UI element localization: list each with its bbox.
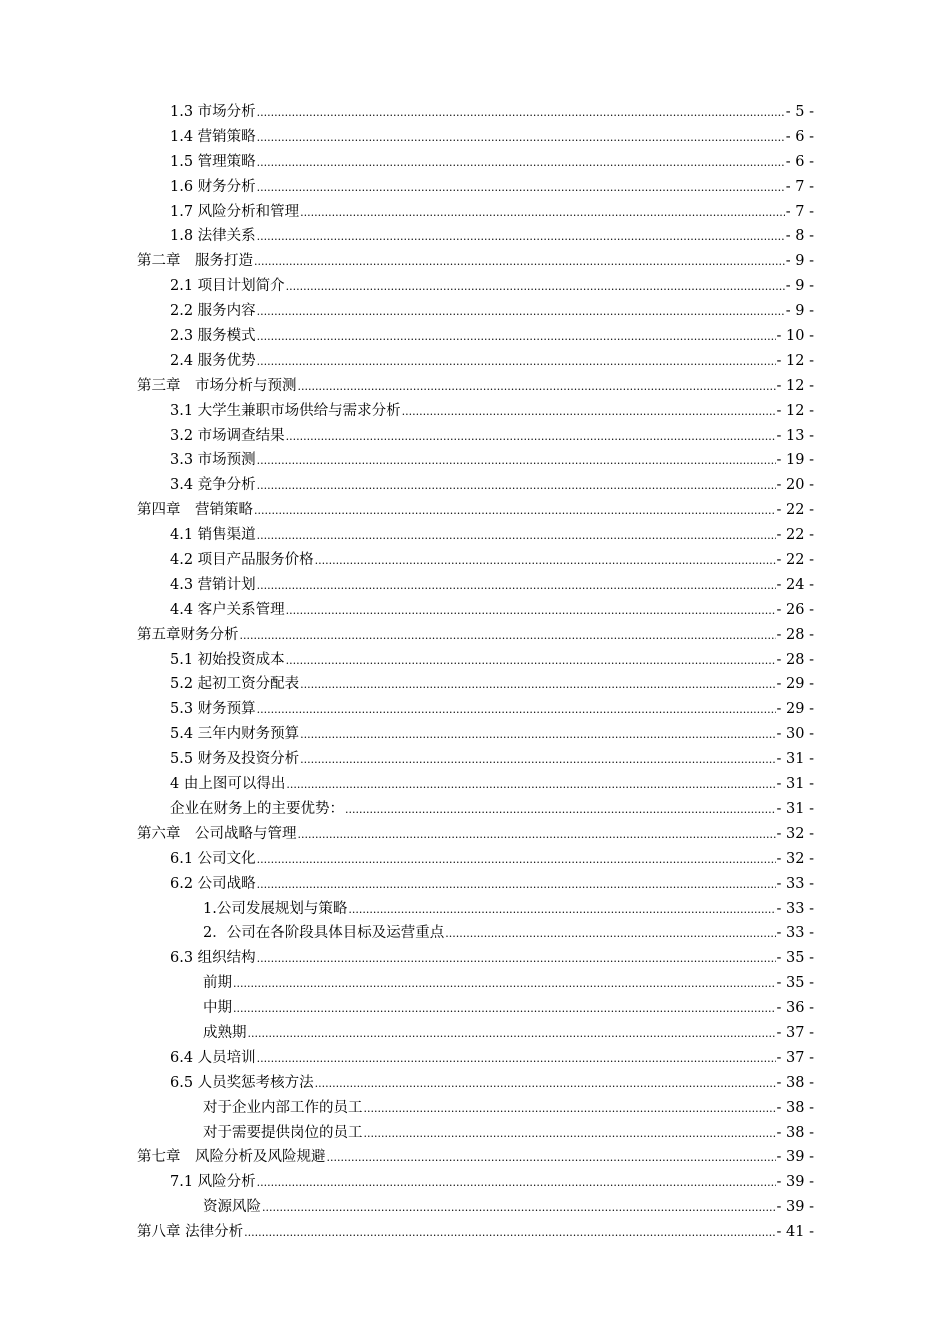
toc-entry-label: 1.8 法律关系	[170, 228, 256, 245]
toc-entry-label: 4.1 销售渠道	[170, 527, 256, 544]
toc-entry-page-number: - 22 -	[776, 527, 814, 544]
toc-entry-label: 2．公司在各阶段具体目标及运营重点	[203, 925, 445, 942]
toc-entry-page-number: - 12 -	[776, 402, 814, 419]
dot-leader	[298, 823, 776, 848]
toc-entry-page-number: - 9 -	[785, 253, 814, 270]
toc-entry-page-number: - 12 -	[776, 377, 814, 394]
dot-leader	[315, 1072, 776, 1097]
toc-entry-label: 6.2 公司战略	[170, 875, 256, 892]
toc-entry-page-number: - 12 -	[776, 352, 814, 369]
toc-entry[interactable]	[137, 349, 814, 374]
toc-entry-label: 1.3 市场分析	[170, 104, 256, 120]
dot-leader	[348, 898, 775, 923]
dot-leader	[327, 1146, 776, 1171]
toc-entry-label: 3.1 大学生兼职市场供给与需求分析	[170, 402, 401, 419]
dot-leader	[248, 1022, 776, 1047]
toc-entry[interactable]	[137, 772, 814, 797]
toc-entry-label: 第六章 公司战略与管理	[137, 825, 297, 842]
toc-entry-page-number: - 41 -	[776, 1224, 814, 1241]
toc-entry-page-number: - 8 -	[785, 228, 814, 245]
toc-entry[interactable]	[137, 249, 814, 274]
toc-entry[interactable]	[137, 797, 814, 822]
toc-entry[interactable]	[137, 1121, 814, 1146]
dot-leader	[286, 425, 776, 450]
toc-entry-page-number: - 20 -	[776, 477, 814, 494]
toc-entry[interactable]	[137, 224, 814, 249]
dot-leader	[298, 375, 776, 400]
dot-leader	[244, 1221, 775, 1246]
dot-leader	[257, 300, 785, 325]
toc-entry-label: 2.3 服务模式	[170, 328, 256, 345]
toc-entry[interactable]	[137, 1046, 814, 1071]
toc-entry[interactable]	[137, 498, 814, 523]
toc-entry-label: 4.4 客户关系管理	[170, 601, 285, 618]
toc-entry-label: 4.3 营销计划	[170, 576, 256, 593]
toc-entry-page-number: - 24 -	[776, 576, 814, 593]
toc-entry-page-number: - 31 -	[776, 751, 814, 768]
toc-entry[interactable]	[137, 299, 814, 324]
toc-entry[interactable]	[137, 200, 814, 225]
dot-leader	[262, 1196, 776, 1221]
toc-entry-label: 对于企业内部工作的员工	[203, 1099, 363, 1116]
toc-entry[interactable]	[137, 921, 814, 946]
toc-entry-label: 5.5 财务及投资分析	[170, 751, 300, 768]
toc-entry-page-number: - 28 -	[776, 626, 814, 643]
toc-entry-page-number: - 29 -	[776, 676, 814, 693]
toc-entry[interactable]	[137, 1145, 814, 1170]
dot-leader	[257, 176, 785, 201]
toc-entry[interactable]	[137, 1170, 814, 1195]
toc-entry[interactable]	[137, 324, 814, 349]
toc-entry-label: 1.6 财务分析	[170, 178, 256, 195]
toc-entry[interactable]	[137, 722, 814, 747]
toc-entry-label: 5.2 起初工资分配表	[170, 676, 300, 693]
dot-leader	[286, 275, 785, 300]
toc-entry[interactable]	[137, 946, 814, 971]
toc-entry-label: 4.2 项目产品服务价格	[170, 552, 314, 569]
toc-entry-page-number: - 36 -	[776, 1000, 814, 1017]
toc-entry-label: 对于需要提供岗位的员工	[203, 1124, 363, 1141]
dot-leader	[257, 873, 776, 898]
toc-entry-page-number: - 29 -	[776, 701, 814, 718]
toc-entry[interactable]	[137, 573, 814, 598]
table-of-contents	[137, 100, 814, 1245]
dot-leader	[300, 748, 775, 773]
toc-entry-page-number: - 32 -	[776, 850, 814, 867]
toc-entry[interactable]	[137, 1021, 814, 1046]
toc-entry[interactable]	[137, 897, 814, 922]
dot-leader	[286, 599, 776, 624]
toc-entry-page-number: - 6 -	[785, 128, 814, 145]
toc-entry-label: 6.4 人员培训	[170, 1049, 256, 1066]
toc-entry-label: 第四章 营销策略	[137, 502, 253, 519]
toc-entry-page-number: - 33 -	[776, 875, 814, 892]
toc-entry[interactable]	[137, 100, 814, 125]
toc-entry-page-number: - 31 -	[776, 800, 814, 817]
toc-entry[interactable]	[137, 274, 814, 299]
toc-entry-label: 5.3 财务预算	[170, 701, 256, 718]
toc-entry[interactable]	[137, 971, 814, 996]
toc-entry[interactable]	[137, 150, 814, 175]
toc-entry[interactable]	[137, 399, 814, 424]
dot-leader	[364, 1097, 776, 1122]
toc-entry[interactable]	[137, 598, 814, 623]
dot-leader	[257, 698, 776, 723]
toc-entry-label: 第三章 市场分析与预测	[137, 377, 297, 394]
toc-entry-page-number: - 10 -	[776, 328, 814, 345]
toc-entry-page-number: - 19 -	[776, 452, 814, 469]
dot-leader	[257, 325, 776, 350]
toc-entry-label: 第七章 风险分析及风险规避	[137, 1149, 326, 1166]
toc-entry-label: 3.2 市场调查结果	[170, 427, 285, 444]
dot-leader	[300, 201, 785, 226]
dot-leader	[345, 798, 776, 823]
toc-entry-label: 第二章 服务打造	[137, 253, 253, 270]
toc-entry-label: 2.1 项目计划简介	[170, 278, 285, 295]
toc-entry-page-number: - 26 -	[776, 601, 814, 618]
toc-entry-label: 6.5 人员奖惩考核方法	[170, 1074, 314, 1091]
dot-leader	[445, 922, 775, 947]
toc-entry-page-number: - 5 -	[785, 104, 814, 120]
toc-entry-page-number: - 22 -	[776, 502, 814, 519]
toc-entry-label: 前期	[203, 975, 232, 992]
dot-leader	[286, 773, 775, 798]
toc-entry[interactable]	[137, 548, 814, 573]
toc-entry-page-number: - 9 -	[785, 278, 814, 295]
toc-entry[interactable]	[137, 523, 814, 548]
toc-entry-page-number: - 22 -	[776, 552, 814, 569]
toc-entry-label: 2.2 服务内容	[170, 303, 256, 320]
toc-entry[interactable]	[137, 374, 814, 399]
toc-entry-page-number: - 39 -	[776, 1149, 814, 1166]
toc-entry-page-number: - 6 -	[785, 153, 814, 170]
dot-leader	[300, 723, 775, 748]
dot-leader	[257, 1171, 776, 1196]
toc-entry-page-number: - 35 -	[776, 975, 814, 992]
dot-leader	[257, 848, 776, 873]
toc-entry[interactable]	[137, 1096, 814, 1121]
toc-entry-label: 第八章 法律分析	[137, 1224, 244, 1241]
dot-leader	[257, 574, 776, 599]
dot-leader	[257, 449, 776, 474]
toc-entry-label: 资源风险	[203, 1199, 261, 1216]
dot-leader	[257, 151, 785, 176]
dot-leader	[257, 225, 785, 250]
toc-entry-label: 成熟期	[203, 1024, 247, 1041]
toc-entry[interactable]	[137, 448, 814, 473]
toc-entry[interactable]	[137, 822, 814, 847]
toc-entry-page-number: - 13 -	[776, 427, 814, 444]
toc-entry[interactable]	[137, 1071, 814, 1096]
toc-entry-page-number: - 31 -	[776, 776, 814, 793]
toc-entry-label: 2.4 服务优势	[170, 352, 256, 369]
toc-entry[interactable]	[137, 697, 814, 722]
dot-leader	[257, 350, 776, 375]
toc-entry[interactable]	[137, 672, 814, 697]
dot-leader	[240, 624, 776, 649]
dot-leader	[300, 673, 775, 698]
toc-entry-page-number: - 35 -	[776, 950, 814, 967]
toc-entry-label: 中期	[203, 1000, 232, 1017]
toc-entry[interactable]	[137, 473, 814, 498]
toc-entry-page-number: - 28 -	[776, 651, 814, 668]
toc-entry-page-number: - 38 -	[776, 1124, 814, 1141]
dot-leader	[257, 524, 776, 549]
dot-leader	[286, 649, 776, 674]
toc-entry-label: 企业在财务上的主要优势：	[170, 800, 344, 817]
toc-entry[interactable]	[137, 1220, 814, 1245]
dot-leader	[315, 549, 776, 574]
dot-leader	[233, 972, 776, 997]
toc-entry-label: 1.4 营销策略	[170, 128, 256, 145]
toc-entry-label: 5.1 初始投资成本	[170, 651, 285, 668]
toc-entry-label: 3.3 市场预测	[170, 452, 256, 469]
toc-entry[interactable]	[137, 872, 814, 897]
toc-entry-label: 4 由上图可以得出	[170, 776, 286, 793]
dot-leader	[257, 101, 785, 126]
toc-entry-label: 3.4 竞争分析	[170, 477, 256, 494]
toc-entry-page-number: - 38 -	[776, 1074, 814, 1091]
toc-entry-label: 第五章财务分析	[137, 626, 239, 643]
toc-entry[interactable]	[137, 996, 814, 1021]
toc-entry-label: 7.1 风险分析	[170, 1174, 256, 1191]
toc-entry[interactable]	[137, 175, 814, 200]
dot-leader	[254, 250, 785, 275]
dot-leader	[233, 997, 776, 1022]
toc-entry-page-number: - 7 -	[785, 203, 814, 220]
dot-leader	[257, 474, 776, 499]
toc-entry[interactable]	[137, 424, 814, 449]
dot-leader	[254, 499, 776, 524]
toc-entry[interactable]	[137, 648, 814, 673]
toc-entry[interactable]	[137, 125, 814, 150]
dot-leader	[364, 1122, 776, 1147]
dot-leader	[257, 1047, 776, 1072]
toc-entry-page-number: - 33 -	[776, 900, 814, 917]
toc-entry-label: 1.7 风险分析和管理	[170, 203, 300, 220]
toc-entry-page-number: - 39 -	[776, 1199, 814, 1216]
dot-leader	[257, 947, 776, 972]
toc-entry-page-number: - 32 -	[776, 825, 814, 842]
toc-entry-page-number: - 9 -	[785, 303, 814, 320]
toc-entry-page-number: - 30 -	[776, 726, 814, 743]
toc-entry[interactable]	[137, 847, 814, 872]
dot-leader	[402, 400, 776, 425]
toc-entry[interactable]	[137, 747, 814, 772]
dot-leader	[257, 126, 785, 151]
toc-entry-page-number: - 33 -	[776, 925, 814, 942]
toc-entry-page-number: - 37 -	[776, 1049, 814, 1066]
toc-entry[interactable]	[137, 1195, 814, 1220]
toc-entry-label: 1.5 管理策略	[170, 153, 256, 170]
toc-entry-page-number: - 7 -	[785, 178, 814, 195]
toc-entry-page-number: - 39 -	[776, 1174, 814, 1191]
toc-entry[interactable]	[137, 623, 814, 648]
toc-entry-page-number: - 38 -	[776, 1099, 814, 1116]
toc-entry-label: 1.公司发展规划与策略	[203, 900, 348, 917]
toc-entry-label: 6.1 公司文化	[170, 850, 256, 867]
toc-entry-page-number: - 37 -	[776, 1024, 814, 1041]
toc-entry-label: 5.4 三年内财务预算	[170, 726, 300, 743]
toc-entry-label: 6.3 组织结构	[170, 950, 256, 967]
